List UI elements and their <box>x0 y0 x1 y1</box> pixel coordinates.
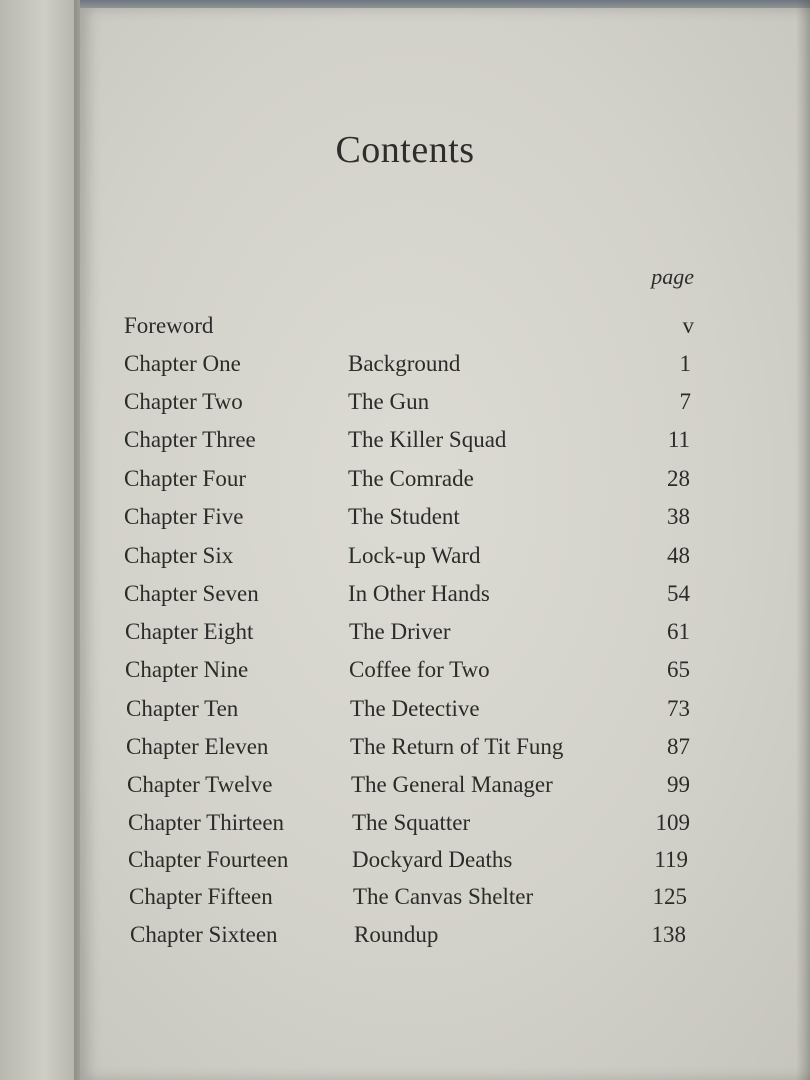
chapter-title: Roundup <box>354 922 439 947</box>
chapter-title: Background <box>348 351 461 376</box>
page-number: 65 <box>667 657 690 682</box>
page-column-label: page <box>651 264 694 289</box>
page-number: v <box>682 313 694 338</box>
chapter-title: The Canvas Shelter <box>353 884 534 909</box>
page-number: 87 <box>667 734 690 759</box>
chapter-number: Chapter Fifteen <box>129 884 273 909</box>
page-number: 109 <box>655 810 690 835</box>
chapter-number: Chapter Seven <box>124 581 259 606</box>
chapter-title: The Detective <box>350 696 480 721</box>
page-number: 73 <box>667 696 690 721</box>
page-number: 125 <box>652 884 687 909</box>
chapter-number: Chapter Ten <box>126 696 239 721</box>
chapter-title: The Student <box>348 504 460 529</box>
page-number: 48 <box>667 543 690 568</box>
chapter-title: The General Manager <box>351 772 553 797</box>
page-number: 54 <box>667 581 690 606</box>
page-number: 138 <box>651 922 686 947</box>
chapter-number: Chapter One <box>124 351 241 376</box>
chapter-title: Dockyard Deaths <box>352 847 513 872</box>
chapter-number: Chapter Six <box>124 543 234 568</box>
chapter-number: Chapter Two <box>124 389 243 414</box>
chapter-number: Chapter Nine <box>125 657 249 682</box>
page-number: 38 <box>667 504 690 529</box>
chapter-title: The Killer Squad <box>348 427 507 452</box>
chapter-number: Chapter Eleven <box>126 734 269 759</box>
chapter-number: Chapter Thirteen <box>128 810 285 835</box>
chapter-number: Chapter Five <box>124 504 244 529</box>
contents-title: Contents <box>335 129 475 171</box>
chapter-title: The Gun <box>348 389 430 414</box>
chapter-title: The Return of Tit Fung <box>350 734 564 759</box>
chapter-number: Chapter Four <box>124 466 247 491</box>
page-number: 11 <box>667 427 690 452</box>
chapter-title: The Squatter <box>352 810 471 835</box>
chapter-title: Lock-up Ward <box>348 543 481 568</box>
chapter-number: Chapter Three <box>124 427 256 452</box>
page-number: 1 <box>679 351 691 376</box>
page-number: 28 <box>667 466 690 491</box>
chapter-number: Chapter Eight <box>125 619 254 644</box>
chapter-number: Chapter Fourteen <box>128 847 289 872</box>
page-number: 119 <box>654 847 688 872</box>
page-number: 99 <box>667 772 690 797</box>
chapter-number: Foreword <box>124 313 214 338</box>
page-number: 61 <box>667 619 690 644</box>
chapter-title: In Other Hands <box>348 581 490 606</box>
chapter-title: The Comrade <box>348 466 474 491</box>
chapter-number: Chapter Sixteen <box>130 922 278 947</box>
page-number: 7 <box>679 389 691 414</box>
chapter-number: Chapter Twelve <box>127 772 273 797</box>
chapter-title: Coffee for Two <box>349 657 490 682</box>
chapter-title: The Driver <box>349 619 451 644</box>
